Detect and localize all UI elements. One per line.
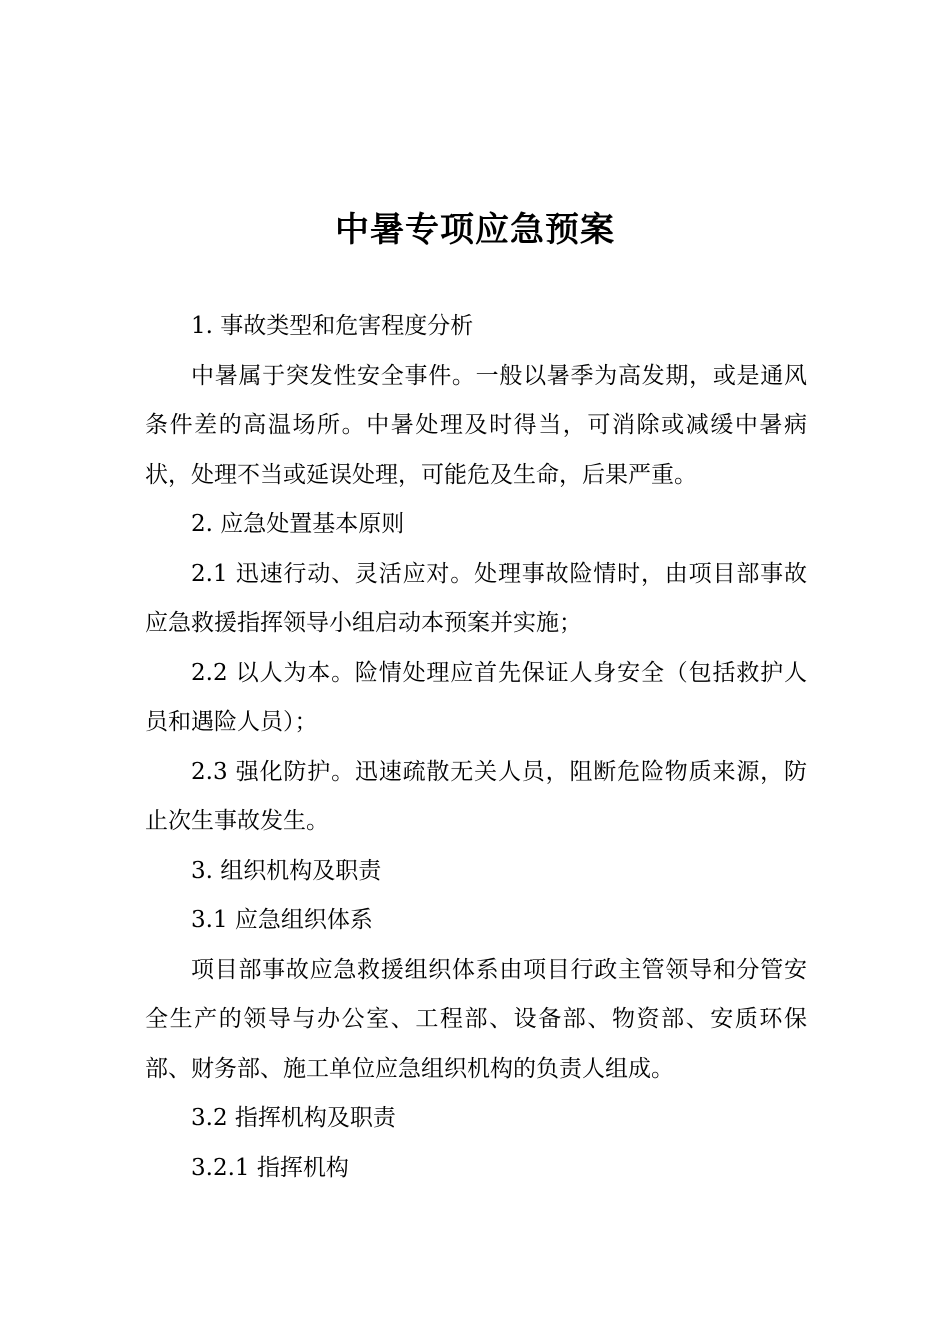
section-heading-1: 1. 事故类型和危害程度分析 (191, 313, 474, 339)
paragraph-3-1: 项目部事故应急救援组织体系由项目行政主管领导和分管安全生产的领导与办公室、工程部、设备部、物资部、安质环保部、财务部、施工单位应急组织机构的负责人组成。 (145, 956, 807, 1082)
subsection-heading-3-2: 3.2 指挥机构及职责 (191, 1105, 396, 1131)
paragraph-2-3: 2.3 强化防护。迅速疏散无关人员，阻断危险物质来源，防止次生事故发生。 (145, 758, 807, 834)
paragraph-2-1: 2.1 迅速行动、灵活应对。处理事故险情时，由项目部事故应急救援指挥领导小组启动本预案并实施； (145, 560, 807, 636)
paragraph-2-2: 2.2 以人为本。险情处理应首先保证人身安全（包括救护人员和遇险人员）； (145, 659, 807, 735)
document-body (145, 302, 807, 1193)
subsection-heading-3-1: 3.1 应急组织体系 (191, 907, 373, 933)
document-title: 中暑专项应急预案 (335, 210, 615, 250)
section-heading-3: 3. 组织机构及职责 (191, 857, 382, 884)
paragraph-1: 中暑属于突发性安全事件。一般以暑季为高发期，或是通风条件差的高温场所。中暑处理及时得当，可消除或减缓中暑病状，处理不当或延误处理，可能危及生命，后果严重。 (145, 362, 807, 488)
subsection-heading-3-2-1: 3.2.1 指挥机构 (191, 1154, 349, 1181)
section-heading-2: 2. 应急处置基本原则 (191, 511, 405, 537)
